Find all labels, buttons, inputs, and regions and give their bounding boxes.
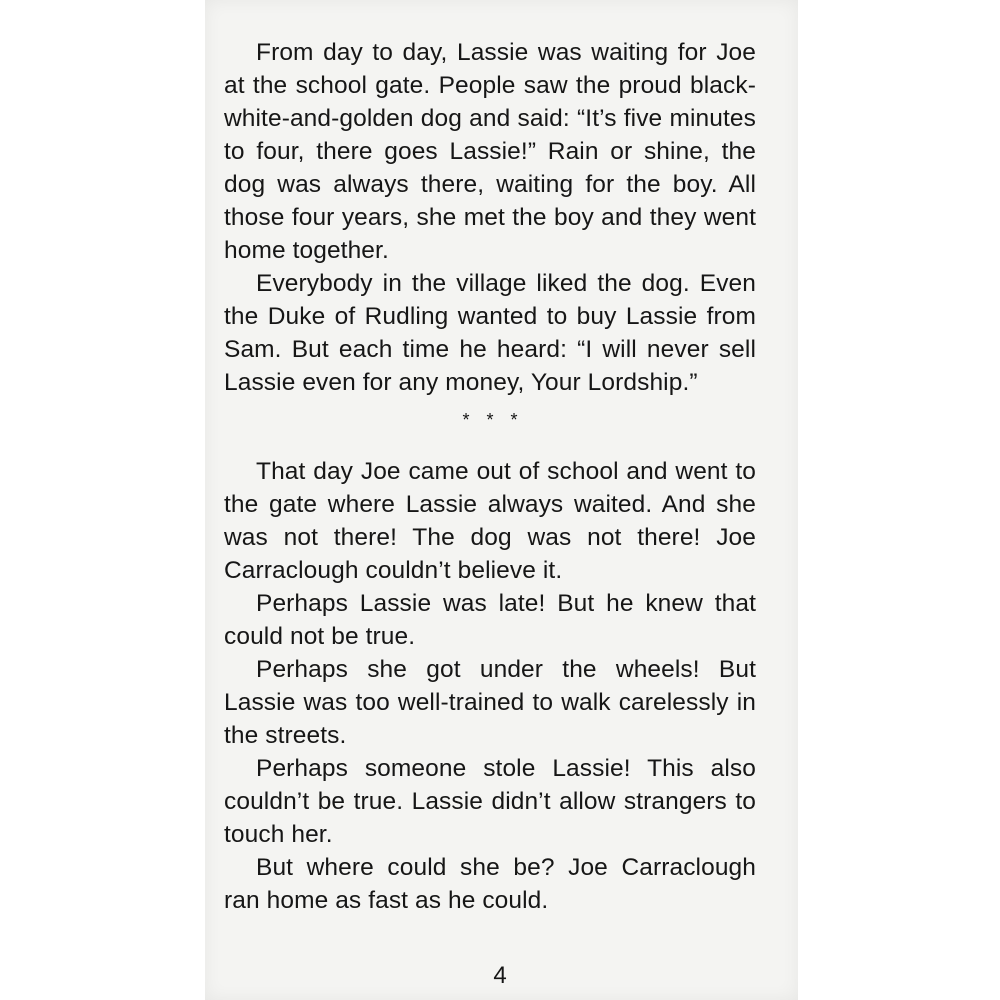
paragraph: Perhaps someone stole Lassie! This also couldn’t be true. Lassie didn’t allow strangers to touch her. — [224, 755, 756, 848]
section-separator: * * * — [462, 410, 524, 430]
paragraph: From day to day, Lassie was waiting for Joe at the school gate. People saw the proud black-white-and-golden dog and said: “It’s five minutes to four, there goes Lassie!” Rain or shine, the dog was always there, waiting for the boy. All those four years, she met the boy and they went home together. — [224, 39, 756, 264]
paragraph: Perhaps Lassie was late! But he knew that could not be true. — [224, 590, 756, 650]
page-number: 4 — [493, 962, 507, 989]
paragraph: Perhaps she got under the wheels! But Lassie was too well-trained to walk carelessly in the streets. — [224, 656, 756, 749]
paragraph: Everybody in the village liked the dog. Even the Duke of Rudling wanted to buy Lassie from Sam. But each time he heard: “I will never sell Lassie even for any money, Your Lordship.” — [224, 270, 756, 396]
page-text — [224, 36, 756, 917]
paragraph: But where could she be? Joe Carraclough ran home as fast as he could. — [224, 854, 756, 914]
paragraph: That day Joe came out of school and went to the gate where Lassie always waited. And she was not there! The dog was not there! Joe Carraclough couldn’t believe it. — [224, 458, 756, 584]
